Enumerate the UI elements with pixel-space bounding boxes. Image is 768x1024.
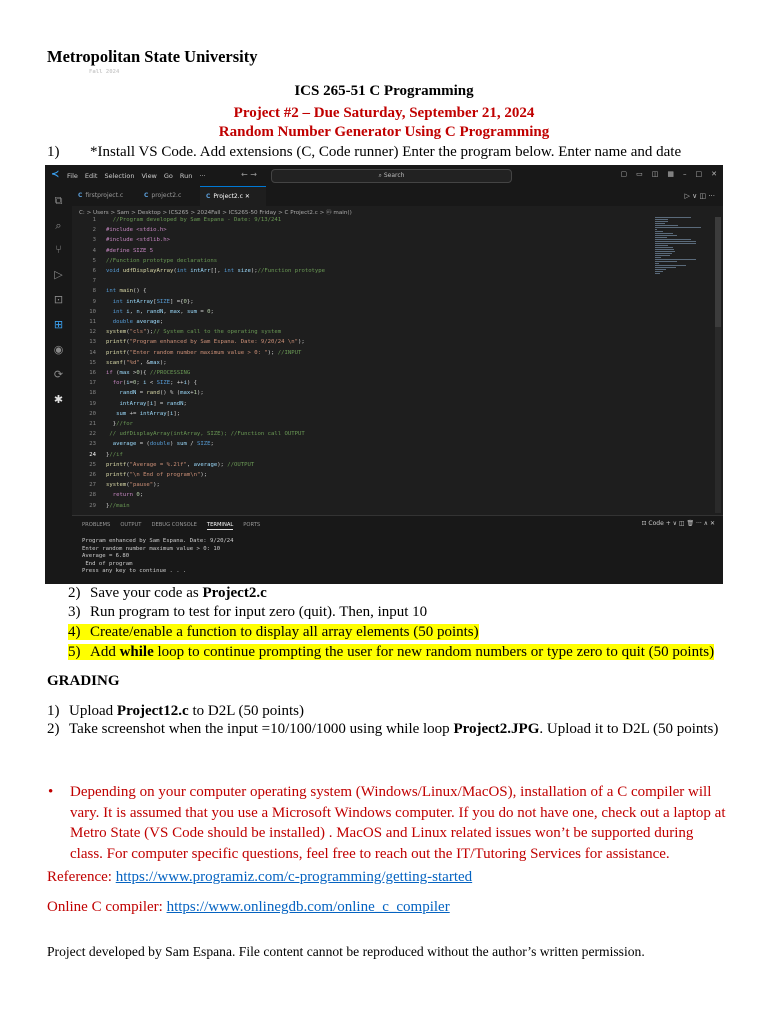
source-control-icon[interactable]: ⑂ (55, 243, 62, 256)
terminal-line: Program enhanced by Sam Espana. Date: 9/20/24 (82, 538, 234, 544)
step-1 (47, 144, 681, 161)
code-text: return 0; (112, 492, 144, 499)
layout-icon[interactable]: ▢ (620, 170, 628, 178)
code-line[interactable] (72, 471, 207, 479)
code-line[interactable] (72, 359, 167, 367)
extensions-icon[interactable]: ⊞ (53, 318, 64, 331)
menu-item[interactable]: View (141, 172, 157, 180)
minimap-line (655, 267, 676, 268)
search-icon[interactable]: ⌕ (55, 219, 62, 232)
code-text: }//if (106, 451, 123, 458)
line-number: 19 (89, 400, 96, 407)
scrollbar-thumb[interactable] (715, 217, 721, 327)
code-text: void udfDisplayArray(int intArr[], int size);//Function prototype (106, 268, 326, 274)
tab-project2-active[interactable]: C Project2.c ✕ (200, 186, 266, 207)
step-5 (68, 644, 714, 661)
line-number: 17 (89, 380, 96, 387)
line-number: 6 (92, 268, 96, 274)
minimap-line (655, 221, 668, 222)
code-line[interactable] (72, 400, 187, 408)
github-icon[interactable]: ◉ (53, 343, 64, 356)
terminal-output[interactable] (82, 538, 234, 576)
menu-item[interactable]: Edit (84, 172, 98, 180)
line-number: 16 (89, 370, 96, 376)
reference-line: Reference: https://www.programiz.com/c-programming/getting-started (47, 869, 473, 885)
nav-arrows-icon[interactable]: ← → (241, 170, 257, 179)
code-text: int intArray[SIZE] ={0}; (112, 298, 194, 305)
minimap-line (655, 223, 665, 224)
line-number: 7 (92, 278, 96, 285)
line-number: 14 (89, 349, 96, 356)
code-line[interactable] (72, 451, 123, 459)
line-number: 28 (89, 492, 96, 499)
online-compiler-line: Online C compiler: https://www.onlinegdb.com/online_c_compiler (47, 899, 450, 915)
minimap-line (655, 237, 667, 238)
code-text: for(i=0; i < SIZE; ++i) { (112, 380, 198, 387)
note-text: Depending on your computer operating system (Windows/Linux/MacOS), installation of a C compiler will vary. It is assumed that you use a Microsoft Windows computer. If you do not have one, check out a laptop at Metro State (VS Code should be installed) . MacOS and Linux related issues won’t be supported during class. For computer specific questions, feel free to reach out the IT/Tutoring Services for assistance. (70, 784, 726, 862)
terminal-line: Press any key to continue . . . (82, 568, 187, 574)
code-text: average = (double) sum / SIZE; (112, 441, 214, 448)
maximize-icon[interactable]: □ (695, 170, 703, 178)
line-number: 18 (89, 390, 96, 397)
menu-item[interactable]: Selection (104, 172, 135, 180)
split-icon[interactable]: ◫ (651, 170, 659, 178)
line-number: 20 (89, 410, 96, 417)
line-number: 12 (89, 329, 96, 336)
minimap-line (655, 263, 659, 264)
minimap-line (655, 273, 660, 274)
minimap-line (655, 225, 678, 226)
code-line[interactable] (72, 430, 305, 438)
code-text: // udfDisplayArray(intArray, SIZE); //Function call OUTPUT (109, 431, 305, 438)
line-number: 11 (89, 319, 96, 325)
code-text: #include <stdio.h> (106, 227, 167, 234)
menu-item[interactable]: Go (163, 172, 173, 180)
title-bar (45, 165, 723, 186)
close-window-icon[interactable]: ✕ (711, 170, 717, 178)
code-line[interactable] (72, 349, 301, 357)
explorer-icon[interactable]: ⧉ (54, 194, 63, 207)
code-line[interactable] (72, 420, 133, 428)
code-line[interactable] (72, 389, 204, 397)
line-number: 29 (89, 502, 96, 509)
highlighted-step: 5) Add while loop to continue prompting the user for new random numbers or type zero to quit (50 points) (68, 644, 715, 660)
code-text: int main() { (106, 288, 147, 295)
code-text: //Function prototype declarations (106, 257, 218, 264)
minimap-line (655, 257, 661, 258)
code-line[interactable] (72, 298, 194, 306)
minimap-line (655, 269, 666, 270)
line-number: 4 (92, 247, 96, 254)
activity-bar (45, 186, 72, 584)
code-line[interactable] (72, 216, 281, 224)
code-line[interactable] (72, 226, 167, 234)
course-title: ICS 265-51 C Programming (294, 83, 474, 99)
run-split-controls[interactable]: ▷ ∨ ◫ ··· (684, 192, 715, 200)
minimap-line (655, 217, 691, 218)
line-number: 26 (89, 472, 96, 478)
code-line[interactable] (72, 461, 254, 469)
step-3: 3) Run program to test for input zero (quit). Then, input 10 (68, 604, 428, 620)
code-text: int i, n, randN, max, sum = 0; (112, 308, 214, 315)
code-line[interactable] (72, 338, 305, 346)
term-label: Fall 2024 (89, 69, 120, 75)
code-text: system("cls");// System call to the operating system (106, 329, 282, 336)
minimap-line (655, 251, 675, 252)
line-number: 8 (92, 288, 96, 295)
menu-item[interactable]: Run (179, 172, 193, 180)
line-number: 5 (92, 257, 96, 264)
minimap-line (655, 259, 696, 260)
code-text: }//for (106, 421, 133, 427)
remote-explorer-icon[interactable]: ⊡ (53, 293, 64, 306)
code-text: printf("Program enhanced by Sam Espana. Date: 9/20/24 \n"); (106, 339, 305, 346)
code-line[interactable] (72, 318, 163, 326)
line-number: 22 (89, 431, 96, 438)
minimap-line (655, 239, 691, 240)
line-number: 13 (89, 339, 96, 346)
online-compiler-link[interactable]: https://www.onlinegdb.com/online_c_compiler (166, 899, 450, 915)
minimap-line (655, 265, 686, 266)
university-name: Metropolitan State University (47, 47, 258, 66)
vscode-screenshot (45, 165, 723, 584)
grid-icon[interactable]: ▦ (667, 170, 674, 178)
reference-link[interactable]: https://www.programiz.com/c-programming/getting-started (115, 869, 473, 885)
window-controls (612, 170, 718, 178)
terminal-line: Enter random number maximum value > 0: 10 (82, 545, 221, 552)
tab-firstproject[interactable]: C firstproject.c (78, 192, 124, 199)
code-text: printf("Average = %.2lf", average); //OUTPUT (106, 461, 255, 468)
code-line[interactable] (72, 267, 325, 275)
settings-sync-icon[interactable]: ✱ (53, 393, 64, 406)
code-line[interactable] (72, 328, 281, 336)
minimap-line (655, 231, 663, 232)
menu-item[interactable]: ··· (199, 172, 206, 180)
code-line[interactable] (72, 440, 214, 448)
line-number: 2 (92, 227, 96, 234)
minimap-line (655, 219, 668, 220)
code-line[interactable] (72, 308, 214, 316)
minimap-line (655, 229, 657, 230)
minimap-line (655, 243, 696, 244)
document-header (47, 47, 258, 75)
grading-heading: GRADING (47, 673, 120, 689)
code-text: randN = rand() % (max+1); (119, 390, 204, 397)
code-text: intArray[i] = randN; (119, 400, 187, 407)
panel-tab[interactable]: DEBUG CONSOLE (151, 522, 197, 528)
code-line[interactable] (72, 379, 197, 387)
code-text: system("pause"); (106, 482, 160, 489)
minimap-line (655, 247, 673, 248)
panel-icon[interactable]: ▭ (636, 170, 643, 178)
line-number: 15 (89, 359, 96, 366)
line-number: 1 (92, 217, 96, 223)
minimap-line (655, 261, 677, 262)
code-text: sum += intArray[i]; (116, 410, 181, 417)
vscode-logo-icon: ≺ (51, 169, 60, 180)
code-editor[interactable] (72, 216, 672, 514)
minimap-line (655, 249, 674, 250)
minimap-line (655, 253, 672, 254)
line-number: 3 (92, 237, 96, 244)
run-debug-icon[interactable]: ▷ (54, 268, 63, 281)
editor-tabs (72, 186, 723, 206)
code-text: scanf("%d", &max); (106, 359, 167, 366)
panel-tab[interactable]: PROBLEMS (82, 522, 111, 528)
breadcrumb[interactable]: C: > Users > Sam > Desktop > ICS265 > 2024Fall > ICS265-50 Friday > C Project2.c > ⓜ main() (79, 210, 352, 216)
terminal-controls[interactable]: ⊡ Code + ∨ ◫ 🗑 ··· ∧ ✕ (641, 520, 715, 527)
bullet-icon: • (48, 784, 54, 800)
highlighted-step: 4) Create/enable a function to display all array elements (50 points) (68, 624, 479, 640)
code-text: if (max >0){ //PROCESSING (106, 370, 191, 376)
code-line[interactable] (72, 257, 217, 265)
project-subtitle: Random Number Generator Using C Programming (218, 124, 550, 140)
search-box[interactable]: ⌕ Search (271, 169, 512, 183)
editor-scrollbar[interactable] (715, 217, 721, 513)
code-text: //Program developed by Sam Espana - Date: 9/13/241 (112, 217, 282, 223)
panel-tab[interactable]: TERMINAL (206, 522, 234, 528)
minimap[interactable] (653, 217, 708, 277)
terminal-line: End of program (82, 560, 133, 567)
line-number: 23 (89, 441, 96, 448)
step-4 (68, 624, 479, 641)
code-line[interactable] (72, 481, 160, 489)
code-text: double average; (112, 319, 164, 325)
code-text: #define SIZE 5 (106, 247, 154, 254)
code-line[interactable] (72, 236, 170, 244)
minimap-line (655, 235, 677, 236)
footer-note: Project developed by Sam Espana. File content cannot be reproduced without the author’s written permission. (47, 944, 645, 959)
minimize-icon[interactable]: – (683, 170, 687, 178)
code-text: #include <stdlib.h> (106, 237, 170, 244)
minimap-line (655, 227, 701, 228)
panel-tabs (82, 522, 270, 528)
close-tab-icon[interactable]: ✕ (244, 193, 250, 200)
line-number: 24 (89, 451, 96, 458)
code-text: printf("\n End of program\n"); (106, 472, 208, 478)
line-number: 10 (89, 308, 96, 315)
code-line[interactable] (72, 247, 153, 255)
minimap-line (655, 271, 663, 272)
line-number: 27 (89, 482, 96, 489)
step-2: 2) Save your code as Project2.c (68, 585, 267, 601)
minimap-line (655, 233, 673, 234)
code-line[interactable] (72, 287, 146, 295)
line-number: 21 (89, 421, 96, 427)
project-title: Project #2 – Due Saturday, September 21, 2024 (233, 105, 535, 121)
code-line[interactable] (72, 491, 143, 499)
menu-bar (67, 172, 213, 180)
tab-project2-lower[interactable]: C project2.c (144, 192, 182, 199)
minimap-line (655, 245, 668, 246)
code-line[interactable] (72, 277, 106, 285)
code-text: printf("Enter random number maximum value > 0: "); //INPUT (106, 349, 302, 356)
grading-item: 2) Take screenshot when the input =10/100/1000 using while loop Project2.JPG. Upload it to D2L (50 points) (47, 721, 719, 737)
code-line[interactable] (72, 502, 130, 510)
live-share-icon[interactable]: ⟳ (53, 368, 64, 381)
minimap-line (655, 255, 670, 256)
code-line[interactable] (72, 410, 180, 418)
code-line[interactable] (72, 369, 190, 377)
compiler-note (48, 782, 728, 864)
terminal-line: Average = 6.80 (82, 553, 130, 559)
panel-tab[interactable]: OUTPUT (120, 522, 142, 528)
code-text: }//main (106, 502, 130, 509)
line-number: 25 (89, 461, 96, 468)
minimap-line (655, 241, 696, 242)
menu-item[interactable]: File (67, 172, 78, 180)
grading-item: 1) Upload Project12.c to D2L (50 points) (47, 703, 304, 719)
step-number: 1) (47, 144, 60, 160)
terminal-panel (72, 515, 723, 584)
line-number: 9 (92, 298, 96, 305)
panel-tab[interactable]: PORTS (243, 522, 261, 528)
step-text: *Install VS Code. Add extensions (C, Code runner) Enter the program below. Enter name and date (90, 144, 682, 160)
